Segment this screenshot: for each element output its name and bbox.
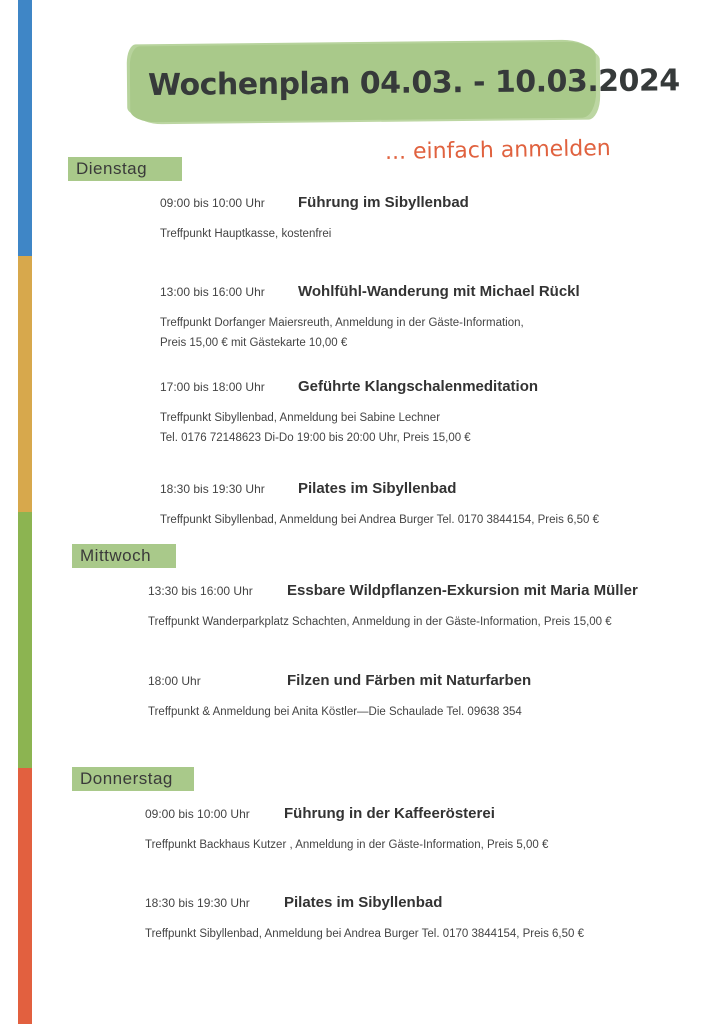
day-label-mittwoch: Mittwoch bbox=[72, 544, 176, 568]
event-detail: Tel. 0176 72148623 Di-Do 19:00 bis 20:00 Uhr, Preis 15,00 € bbox=[160, 432, 471, 444]
event-time: 13:00 bis 16:00 Uhr bbox=[160, 285, 265, 299]
event-detail: Treffpunkt Sibyllenbad, Anmeldung bei Andrea Burger Tel. 0170 3844154, Preis 6,50 € bbox=[145, 928, 585, 940]
color-stripe-red bbox=[18, 768, 32, 1024]
event-detail: Treffpunkt & Anmeldung bei Anita Köstler—Die Schaulade Tel. 09638 354 bbox=[148, 706, 522, 718]
event-item bbox=[145, 894, 584, 944]
event-time: 13:30 bis 16:00 Uhr bbox=[148, 584, 253, 598]
event-item bbox=[160, 194, 469, 244]
event-detail: Treffpunkt Backhaus Kutzer , Anmeldung in der Gäste-Information, Preis 5,00 € bbox=[145, 839, 549, 851]
event-title: Essbare Wildpflanzen-Exkursion mit Maria Müller bbox=[287, 582, 638, 599]
day-label-dienstag: Dienstag bbox=[68, 157, 182, 181]
color-stripe-blue bbox=[18, 0, 32, 256]
event-title: Wohlfühl-Wanderung mit Michael Rückl bbox=[298, 283, 580, 300]
event-item bbox=[145, 805, 548, 855]
day-label-donnerstag: Donnerstag bbox=[72, 767, 194, 791]
event-title: Geführte Klangschalenmeditation bbox=[298, 378, 539, 395]
event-item bbox=[148, 582, 638, 632]
event-detail: Treffpunkt Sibyllenbad, Anmeldung bei Andrea Burger Tel. 0170 3844154, Preis 6,50 € bbox=[160, 514, 600, 526]
event-time: 18:30 bis 19:30 Uhr bbox=[145, 896, 250, 910]
event-detail: Treffpunkt Sibyllenbad, Anmeldung bei Sabine Lechner bbox=[160, 412, 441, 424]
event-detail: Treffpunkt Dorfanger Maiersreuth, Anmeldung in der Gäste-Information, bbox=[160, 317, 524, 329]
color-stripe-green bbox=[18, 512, 32, 768]
event-title: Pilates im Sibyllenbad bbox=[284, 894, 443, 911]
event-title: Filzen und Färben mit Naturfarben bbox=[287, 672, 532, 689]
event-item bbox=[160, 283, 580, 353]
event-item bbox=[160, 378, 538, 448]
event-title: Pilates im Sibyllenbad bbox=[298, 480, 457, 497]
event-item bbox=[160, 480, 599, 530]
tagline: ... einfach anmelden bbox=[384, 136, 611, 165]
event-item bbox=[148, 672, 531, 722]
event-time: 17:00 bis 18:00 Uhr bbox=[160, 380, 265, 394]
event-title: Führung in der Kaffeerösterei bbox=[284, 805, 495, 822]
event-time: 18:00 Uhr bbox=[148, 674, 201, 688]
event-title: Führung im Sibyllenbad bbox=[298, 194, 469, 211]
color-stripe-yellow bbox=[18, 256, 32, 512]
event-detail: Treffpunkt Wanderparkplatz Schachten, Anmeldung in der Gäste-Information, Preis 15,00 € bbox=[148, 616, 612, 628]
event-time: 09:00 bis 10:00 Uhr bbox=[145, 807, 250, 821]
event-time: 09:00 bis 10:00 Uhr bbox=[160, 196, 265, 210]
event-detail: Treffpunkt Hauptkasse, kostenfrei bbox=[160, 228, 332, 240]
event-detail: Preis 15,00 € mit Gästekarte 10,00 € bbox=[160, 337, 348, 349]
page-title: Wochenplan 04.03. - 10.03.2024 bbox=[147, 63, 680, 103]
event-time: 18:30 bis 19:30 Uhr bbox=[160, 482, 265, 496]
